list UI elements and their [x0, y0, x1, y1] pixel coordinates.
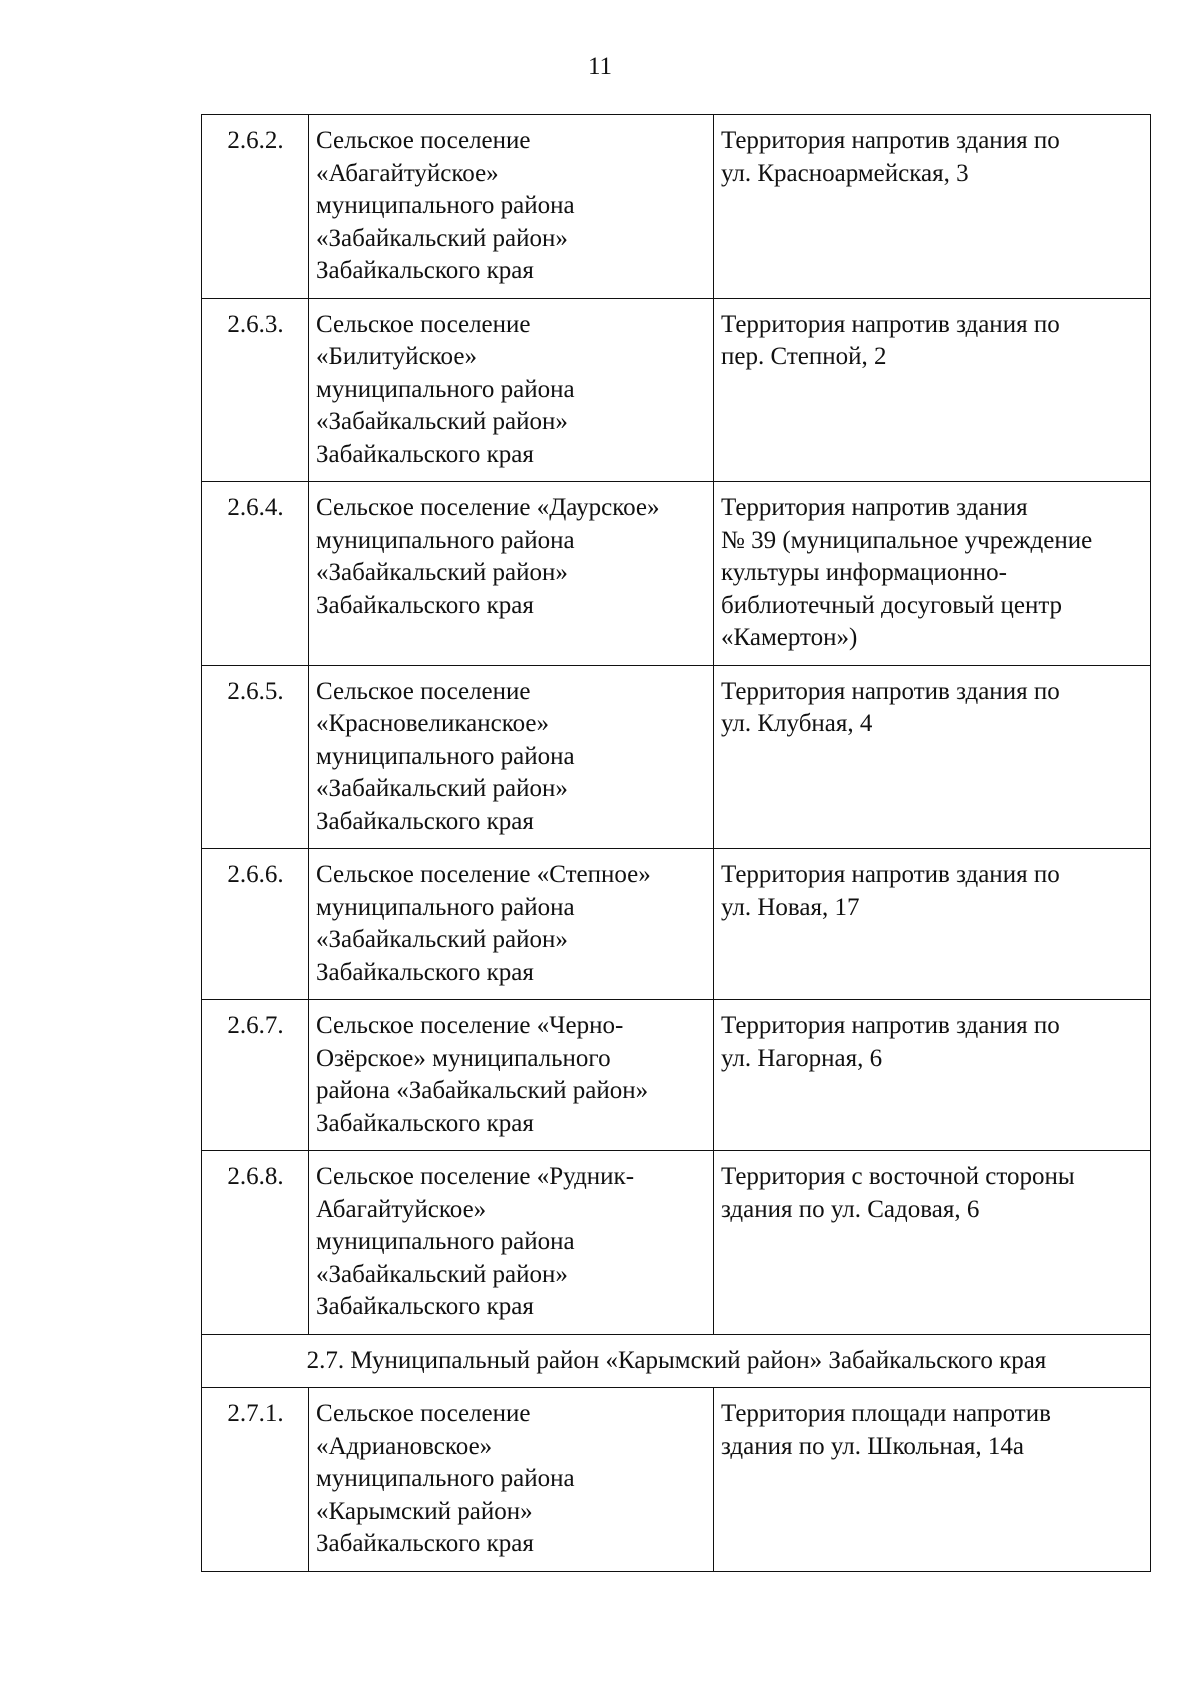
table-row: [202, 665, 1151, 849]
cell-text-line: ул. Нагорная, 6: [721, 1044, 883, 1072]
settlement-name: [309, 1000, 714, 1151]
cell-text-line: Территория напротив здания по: [721, 310, 1060, 338]
cell-text-line: здания по ул. Школьная, 14а: [721, 1432, 1024, 1460]
cell-text-line: ул. Красноармейская, 3: [721, 159, 969, 187]
settlement-name: [309, 298, 714, 482]
item-number: 2.7.1.: [202, 1388, 309, 1572]
cell-text-line: Сельское поселение: [316, 677, 531, 705]
item-number: 2.6.5.: [202, 665, 309, 849]
cell-text-line: Забайкальского края: [316, 440, 534, 468]
cell-text-line: «Забайкальский район»: [316, 224, 568, 252]
section-heading: 2.7. Муниципальный район «Карымский район» Забайкальского края: [202, 1334, 1151, 1388]
cell-text-line: муниципального района: [316, 1228, 575, 1255]
cell-text-line: Сельское поселение «Черно-: [316, 1012, 624, 1039]
cell-text-line: здания по ул. Садовая, 6: [721, 1195, 980, 1223]
cell-text-line: «Адриановское»: [316, 1432, 493, 1460]
table-row: [202, 1000, 1151, 1151]
territory-description: [714, 115, 1151, 299]
territory-description: [714, 1000, 1151, 1151]
cell-text-line: Забайкальского края: [316, 1293, 534, 1320]
cell-text-line: «Карымский район»: [316, 1497, 533, 1525]
cell-text-line: № 39 (муниципальное учреждение: [721, 526, 1093, 554]
cell-text-line: «Забайкальский район»: [316, 926, 568, 953]
item-number: 2.6.3.: [202, 298, 309, 482]
settlement-name: [309, 1151, 714, 1335]
settlements-table: [201, 114, 1151, 1572]
table-row: [202, 115, 1151, 299]
cell-text-line: Сельское поселение: [316, 1400, 531, 1427]
territory-description: [714, 482, 1151, 666]
cell-text-line: Территория напротив здания по: [721, 677, 1060, 705]
cell-text-line: Сельское поселение: [316, 310, 531, 338]
territory-description: [714, 1151, 1151, 1335]
cell-text-line: муниципального района: [316, 375, 575, 403]
table-row: [202, 482, 1151, 666]
item-number: 2.6.6.: [202, 849, 309, 1000]
cell-text-line: Забайкальского края: [316, 1109, 534, 1137]
territory-description: [714, 1388, 1151, 1572]
cell-text-line: Сельское поселение «Степное»: [316, 861, 651, 888]
cell-text-line: «Билитуйское»: [316, 343, 477, 370]
cell-text-line: Сельское поселение «Даурское»: [316, 494, 660, 521]
settlement-name: [309, 482, 714, 666]
cell-text-line: ул. Клубная, 4: [721, 710, 873, 737]
cell-text-line: культуры информационно-: [721, 559, 1007, 586]
cell-text-line: библиотечный досуговый центр: [721, 591, 1063, 619]
item-number: 2.6.7.: [202, 1000, 309, 1151]
table-row: [202, 1151, 1151, 1335]
cell-text-line: Сельское поселение: [316, 127, 531, 154]
table-row: [202, 298, 1151, 482]
settlement-name: [309, 849, 714, 1000]
cell-text-line: ул. Новая, 17: [721, 893, 860, 921]
cell-text-line: «Камертон»): [721, 624, 858, 651]
cell-text-line: «Забайкальский район»: [316, 559, 568, 586]
cell-text-line: Территория с восточной стороны: [721, 1163, 1075, 1190]
table-body: [202, 115, 1151, 1572]
table-row: [202, 849, 1151, 1000]
cell-text-line: «Красновеликанское»: [316, 710, 549, 737]
cell-text-line: района «Забайкальский район»: [316, 1077, 649, 1104]
territory-description: [714, 298, 1151, 482]
territory-description: [714, 849, 1151, 1000]
section-heading-row: [202, 1334, 1151, 1388]
cell-text-line: Забайкальского края: [316, 958, 534, 986]
cell-text-line: «Забайкальский район»: [316, 775, 568, 802]
page-number: 11: [587, 53, 613, 80]
settlement-name: [309, 115, 714, 299]
table-row: [202, 1388, 1151, 1572]
cell-text-line: Забайкальского края: [316, 257, 534, 284]
cell-text-line: Территория напротив здания: [721, 494, 1028, 521]
item-number: 2.6.4.: [202, 482, 309, 666]
cell-text-line: Забайкальского края: [316, 591, 534, 619]
cell-text-line: пер. Степной, 2: [721, 343, 887, 370]
territory-description: [714, 665, 1151, 849]
settlement-name: [309, 665, 714, 849]
cell-text-line: Территория напротив здания по: [721, 1012, 1060, 1039]
cell-text-line: Территория площади напротив: [721, 1400, 1051, 1427]
cell-text-line: «Забайкальский район»: [316, 1260, 568, 1288]
cell-text-line: Территория напротив здания по: [721, 861, 1060, 888]
cell-text-line: Забайкальского края: [316, 1530, 534, 1557]
cell-text-line: муниципального района: [316, 526, 575, 554]
cell-text-line: муниципального района: [316, 742, 575, 770]
cell-text-line: «Абагайтуйское»: [316, 159, 499, 187]
cell-text-line: муниципального района: [316, 192, 575, 219]
cell-text-line: Абагайтуйское»: [316, 1195, 487, 1223]
item-number: 2.6.2.: [202, 115, 309, 299]
cell-text-line: Сельское поселение «Рудник-: [316, 1163, 635, 1190]
item-number: 2.6.8.: [202, 1151, 309, 1335]
cell-text-line: Озёрское» муниципального: [316, 1044, 611, 1072]
cell-text-line: муниципального района: [316, 1465, 575, 1492]
cell-text-line: муниципального района: [316, 893, 575, 921]
cell-text-line: Территория напротив здания по: [721, 127, 1060, 154]
settlement-name: [309, 1388, 714, 1572]
cell-text-line: Забайкальского края: [316, 807, 534, 835]
cell-text-line: «Забайкальский район»: [316, 408, 568, 435]
